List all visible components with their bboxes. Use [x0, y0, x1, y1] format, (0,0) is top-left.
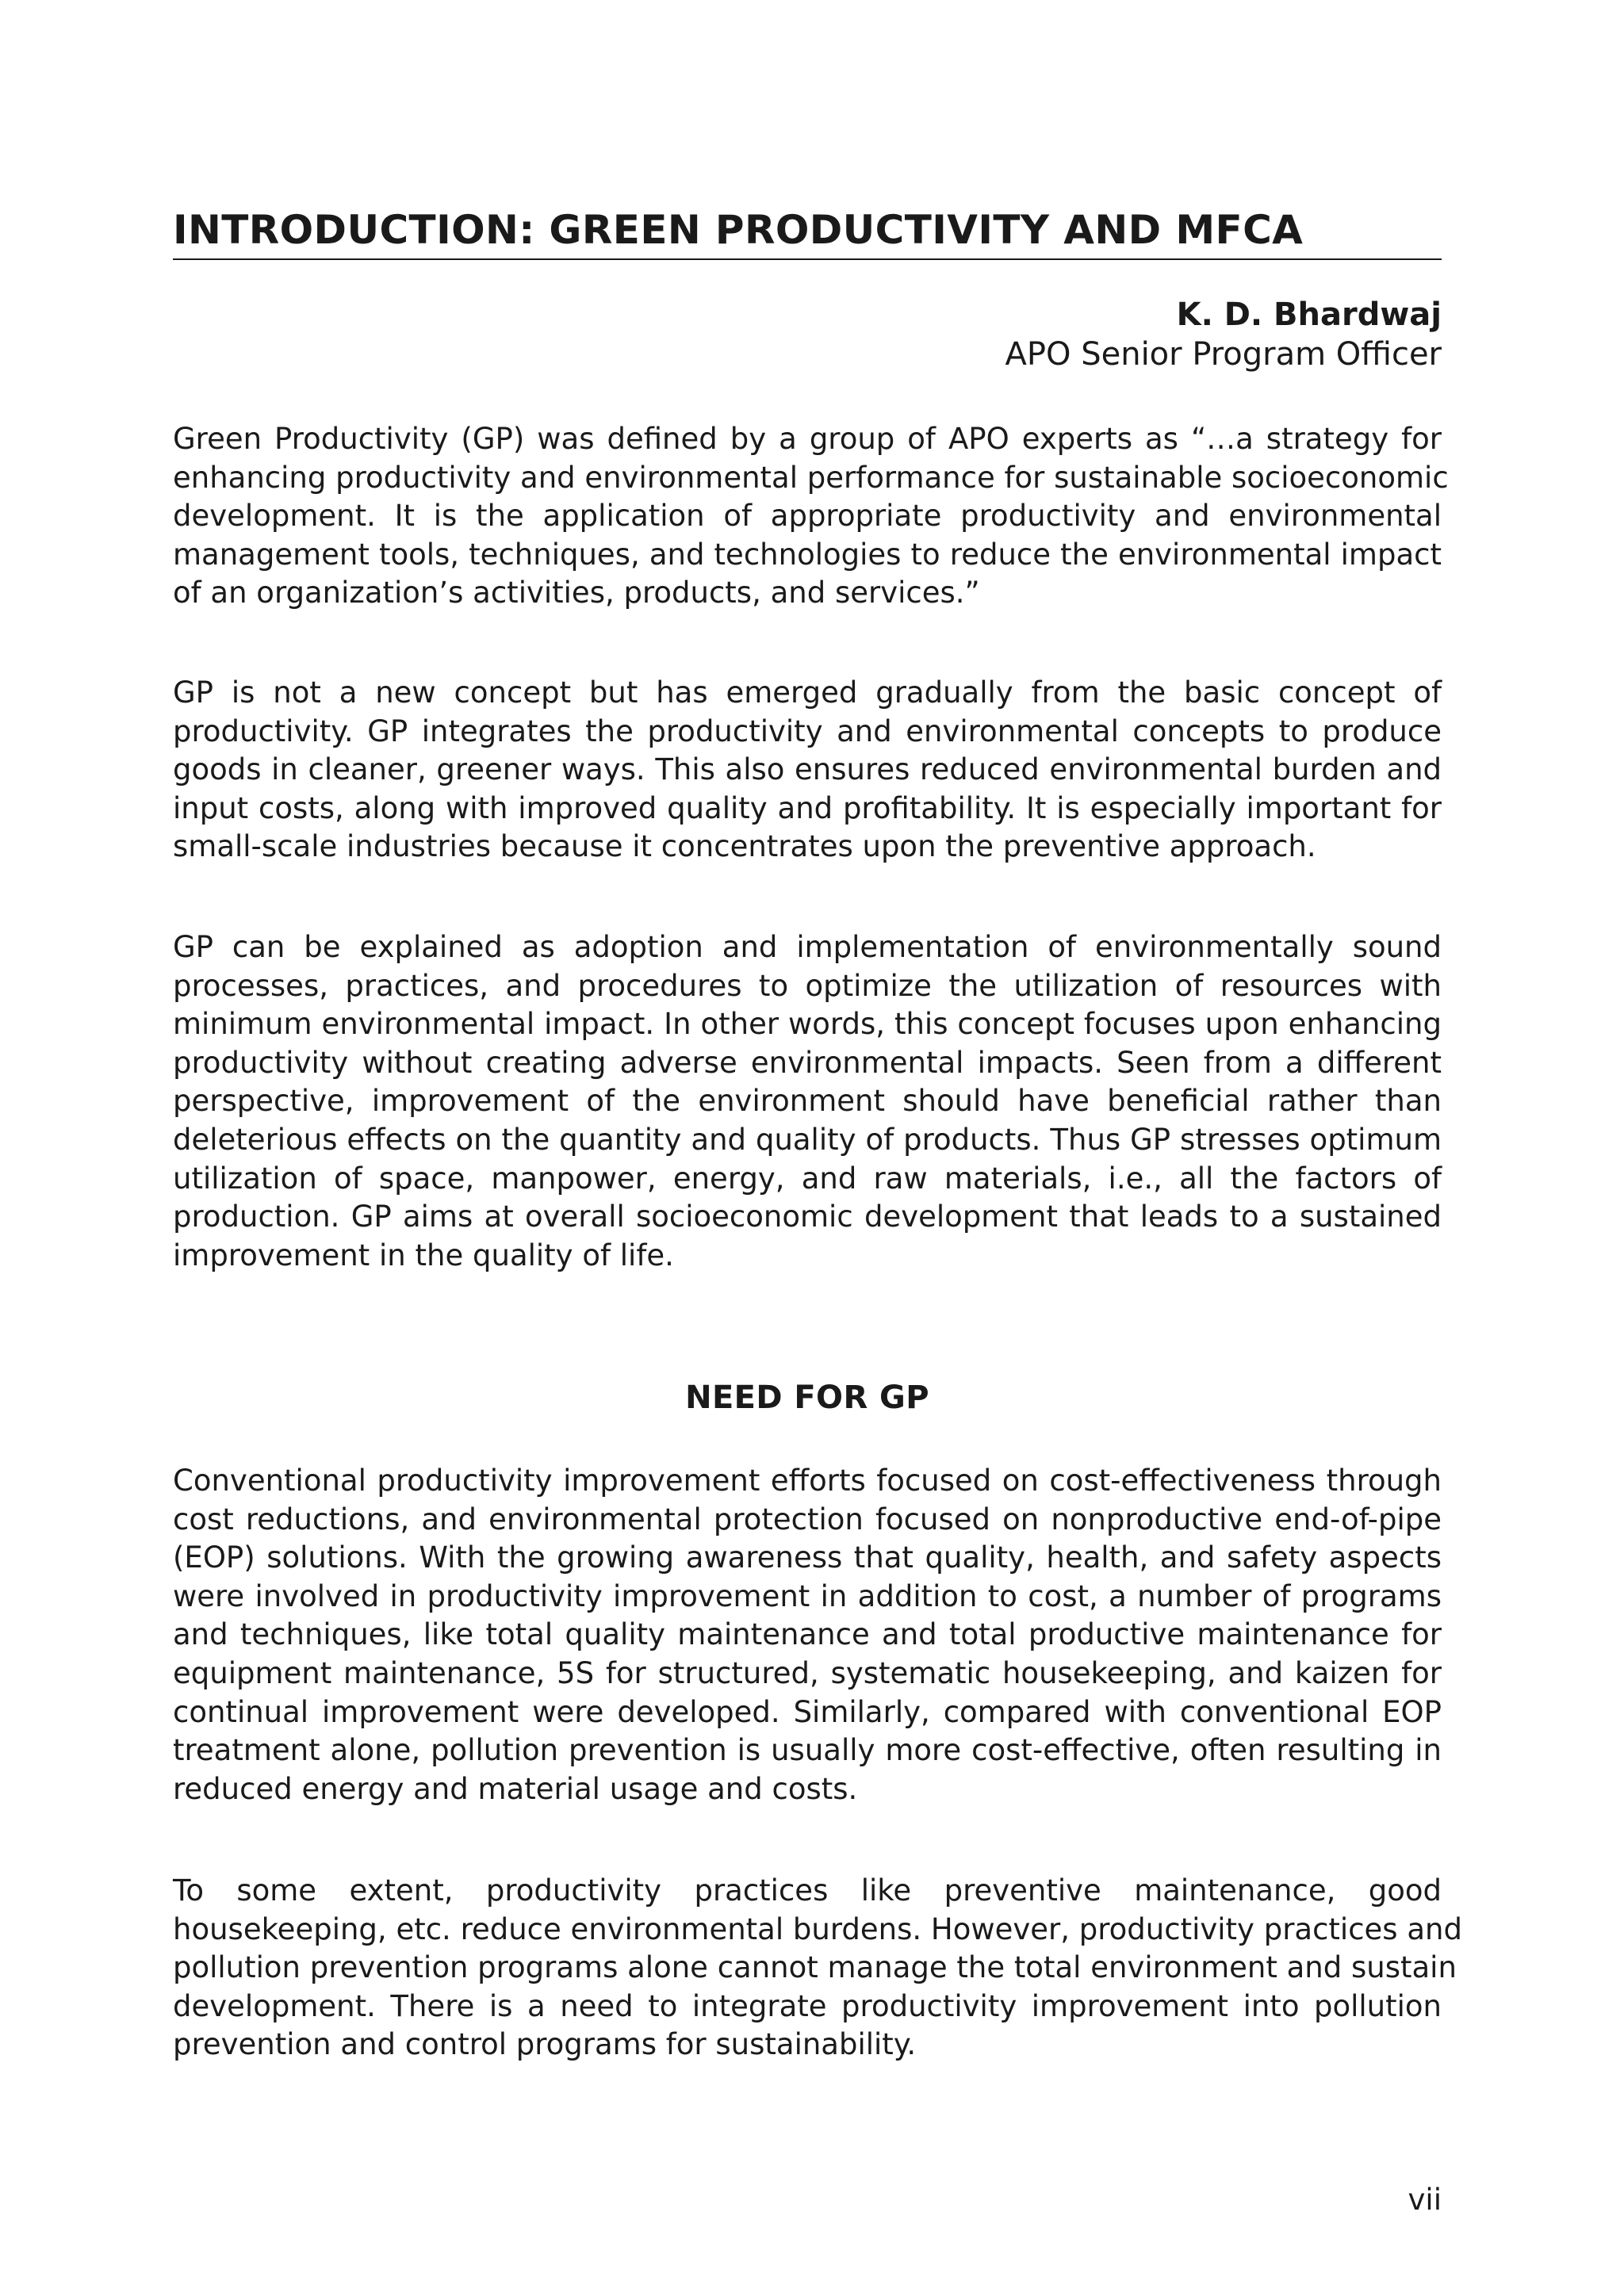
page-number: vii [1408, 2183, 1442, 2217]
author-name: K. D. Bhardwaj [1176, 297, 1442, 333]
intro-paragraph-3 [173, 928, 1442, 1275]
text-line: continual improvement were developed. Similarly, compared with conventional EOP [173, 1694, 1442, 1729]
text-line: improvement in the quality of life. [173, 1238, 674, 1272]
text-line: treatment alone, pollution prevention is usually more cost-effective, often resulting in [173, 1733, 1442, 1768]
chapter-title: INTRODUCTION: GREEN PRODUCTIVITY AND MFCA [173, 205, 1442, 260]
text-line: utilization of space, manpower, energy, and raw materials, i.e., all the factors of [173, 1161, 1442, 1196]
text-line: (EOP) solutions. With the growing awareness that quality, health, and safety aspects [173, 1540, 1442, 1575]
intro-paragraph-1 [173, 420, 1449, 613]
author-block [1005, 295, 1442, 374]
text-line: minimum environmental impact. In other words, this concept focuses upon enhancing [173, 1007, 1442, 1042]
text-line: processes, practices, and procedures to optimize the utilization of resources with [173, 968, 1442, 1003]
text-line: GP can be explained as adoption and implementation of environmentally sound [173, 930, 1442, 964]
author-position: APO Senior Program Officer [1005, 336, 1442, 373]
text-line: cost reductions, and environmental protection focused on nonproductive end-of-pipe [173, 1502, 1442, 1536]
text-line: and techniques, like total quality maintenance and total productive maintenance for [173, 1617, 1442, 1652]
text-line: prevention and control programs for sustainability. [173, 2027, 917, 2062]
text-line: productivity. GP integrates the productivity and environmental concepts to produce [173, 714, 1442, 748]
section-paragraph-2 [173, 1872, 1462, 2064]
section-paragraph-1 [173, 1462, 1442, 1808]
text-line: productivity without creating adverse environmental impacts. Seen from a different [173, 1045, 1442, 1080]
text-line: were involved in productivity improvement in addition to cost, a number of programs [173, 1578, 1442, 1613]
text-line: enhancing productivity and environmental performance for sustainable socioeconomic [173, 460, 1449, 495]
text-line: deleterious effects on the quantity and quality of products. Thus GP stresses optimum [173, 1122, 1442, 1157]
text-line: housekeeping, etc. reduce environmental burdens. However, productivity practices and [173, 1911, 1462, 1946]
section-heading: NEED FOR GP [685, 1380, 929, 1416]
text-line: pollution prevention programs alone cannot manage the total environment and sustain [173, 1950, 1457, 1985]
text-line: perspective, improvement of the environment should have beneficial rather than [173, 1084, 1442, 1119]
text-line: To some extent, productivity practices like preventive maintenance, good [173, 1873, 1442, 1908]
text-line: production. GP aims at overall socioeconomic development that leads to a sustained [173, 1200, 1442, 1234]
text-line: input costs, along with improved quality and profitability. It is especially important for [173, 790, 1442, 825]
text-line: development. It is the application of appropriate productivity and environmental [173, 499, 1442, 534]
text-line: equipment maintenance, 5S for structured, systematic housekeeping, and kaizen for [173, 1655, 1442, 1690]
text-line: GP is not a new concept but has emerged gradually from the basic concept of [173, 675, 1442, 710]
text-line: of an organization’s activities, products, and services.” [173, 576, 980, 610]
text-line: goods in cleaner, greener ways. This also ensures reduced environmental burden and [173, 752, 1442, 787]
text-line: Conventional productivity improvement efforts focused on cost-effectiveness through [173, 1464, 1442, 1498]
text-line: reduced energy and material usage and costs. [173, 1771, 858, 1806]
text-line: Green Productivity (GP) was defined by a group of APO experts as “…a strategy for [173, 422, 1442, 456]
text-line: management tools, techniques, and technologies to reduce the environmental impact [173, 537, 1442, 572]
text-line: development. There is a need to integrate productivity improvement into pollution [173, 1988, 1442, 2023]
intro-paragraph-2 [173, 674, 1442, 867]
text-line: small-scale industries because it concentrates upon the preventive approach. [173, 829, 1316, 864]
